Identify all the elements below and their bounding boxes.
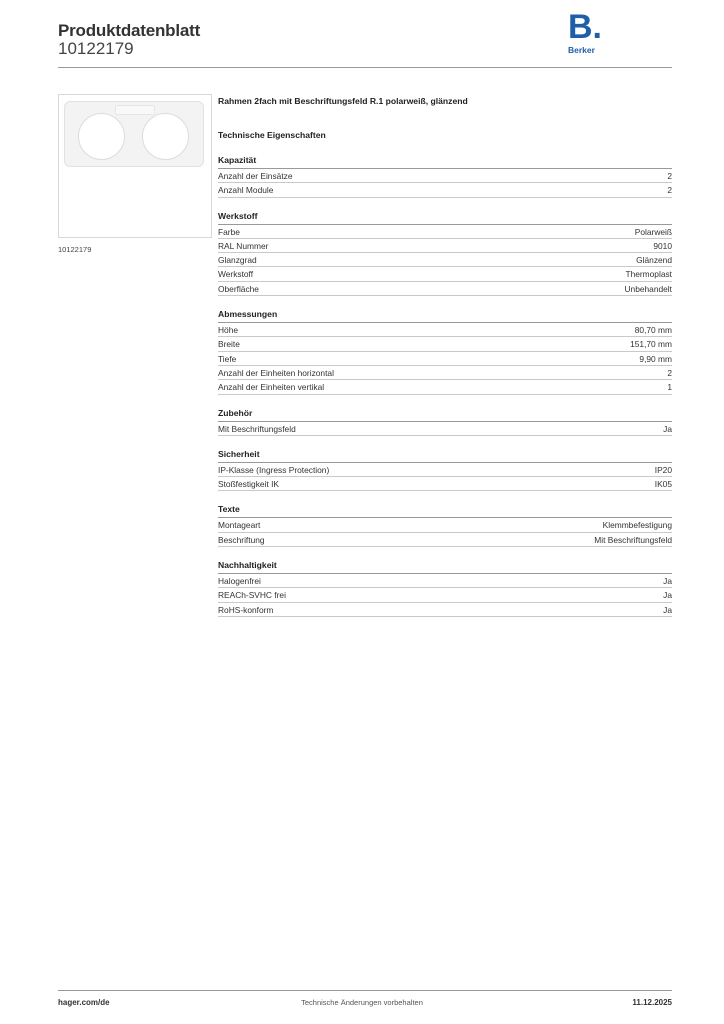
logo-text: Berker	[568, 45, 595, 55]
product-image	[58, 94, 212, 238]
spec-sections	[218, 156, 672, 617]
label-field	[115, 105, 155, 115]
spec-label: RoHS-konform	[218, 604, 274, 615]
spec-value: Ja	[663, 423, 672, 434]
spec-value: IP20	[654, 464, 672, 475]
spec-label: Anzahl Module	[218, 185, 274, 196]
logo-mark: B.	[568, 8, 602, 46]
spec-label: Werkstoff	[218, 269, 254, 280]
footer-website[interactable]: hager.com/de	[58, 998, 110, 1007]
footer-divider	[58, 990, 672, 991]
spec-label: Anzahl der Einheiten vertikal	[218, 382, 325, 393]
spec-row	[218, 518, 672, 532]
spec-value: 2	[667, 171, 672, 181]
article-number: 10122179	[58, 39, 134, 58]
page-title: Produktdatenblatt	[58, 21, 201, 40]
spec-label: RAL Nummer	[218, 240, 269, 251]
tech-properties-title: Technische Eigenschaften	[218, 130, 326, 140]
spec-row	[218, 463, 672, 477]
spec-value: 2	[667, 367, 672, 378]
footer-date: 11.12.2025	[632, 998, 672, 1007]
spec-row	[218, 239, 672, 253]
spec-section	[218, 310, 672, 394]
spec-row	[218, 352, 672, 366]
spec-section	[218, 450, 672, 492]
spec-value: Mit Beschriftungsfeld	[594, 534, 672, 545]
spec-row	[218, 323, 672, 337]
spec-section	[218, 409, 672, 436]
spec-row	[218, 225, 672, 239]
spec-row	[218, 183, 672, 197]
frame-opening-left	[78, 113, 125, 160]
spec-value: IK05	[654, 479, 672, 490]
spec-row	[218, 337, 672, 351]
spec-label: Stoßfestigkeit IK	[218, 479, 279, 490]
spec-label: Höhe	[218, 325, 239, 336]
spec-label: Tiefe	[218, 353, 237, 364]
spec-value: Polarweiß	[634, 226, 672, 237]
spec-value: Ja	[663, 590, 672, 601]
spec-label: Oberfläche	[218, 283, 259, 294]
spec-label: REACh-SVHC frei	[218, 590, 286, 601]
spec-label: Mit Beschriftungsfeld	[218, 423, 296, 434]
spec-section	[218, 561, 672, 617]
spec-content	[218, 96, 672, 617]
section-title: Sicherheit	[218, 450, 672, 463]
spec-label: Farbe	[218, 226, 240, 237]
spec-value: Unbehandelt	[624, 283, 672, 294]
spec-value: 9010	[653, 240, 672, 251]
spec-value: Ja	[663, 604, 672, 615]
header-divider	[58, 67, 672, 68]
spec-section	[218, 212, 672, 296]
section-title: Werkstoff	[218, 212, 672, 225]
spec-label: Beschriftung	[218, 534, 265, 545]
spec-label: Anzahl der Einsätze	[218, 171, 293, 181]
section-title: Texte	[218, 505, 672, 518]
spec-section	[218, 505, 672, 547]
spec-label: Halogenfrei	[218, 576, 261, 587]
image-caption: 10122179	[58, 245, 92, 254]
footer-notice: Technische Änderungen vorbehalten	[301, 998, 423, 1007]
spec-row	[218, 169, 672, 183]
spec-section	[218, 156, 672, 198]
spec-value: 151,70 mm	[630, 339, 672, 350]
spec-row	[218, 603, 672, 617]
spec-value: Thermoplast	[625, 269, 672, 280]
spec-label: Anzahl der Einheiten horizontal	[218, 367, 334, 378]
spec-value: 9,90 mm	[639, 353, 672, 364]
spec-row	[218, 422, 672, 436]
spec-label: Breite	[218, 339, 240, 350]
frame-illustration	[64, 101, 204, 167]
spec-label: Montageart	[218, 520, 261, 531]
spec-row	[218, 267, 672, 281]
spec-value: 2	[667, 185, 672, 196]
spec-row	[218, 588, 672, 602]
spec-value: Glänzend	[636, 255, 672, 266]
frame-opening-right	[142, 113, 189, 160]
spec-row	[218, 533, 672, 547]
berker-logo	[566, 8, 606, 56]
spec-row	[218, 574, 672, 588]
spec-row	[218, 380, 672, 394]
spec-row	[218, 282, 672, 296]
section-title: Kapazität	[218, 156, 672, 169]
spec-value: 1	[667, 382, 672, 393]
section-title: Abmessungen	[218, 310, 672, 323]
section-title: Zubehör	[218, 409, 672, 422]
spec-label: IP-Klasse (Ingress Protection)	[218, 464, 330, 475]
spec-value: Ja	[663, 576, 672, 587]
section-title: Nachhaltigkeit	[218, 561, 672, 574]
product-name: Rahmen 2fach mit Beschriftungsfeld R.1 polarweiß, glänzend	[218, 96, 468, 106]
spec-value: Klemmbefestigung	[602, 520, 672, 531]
spec-row	[218, 477, 672, 491]
spec-row	[218, 366, 672, 380]
spec-row	[218, 253, 672, 267]
spec-value: 80,70 mm	[634, 325, 672, 336]
spec-label: Glanzgrad	[218, 255, 257, 266]
